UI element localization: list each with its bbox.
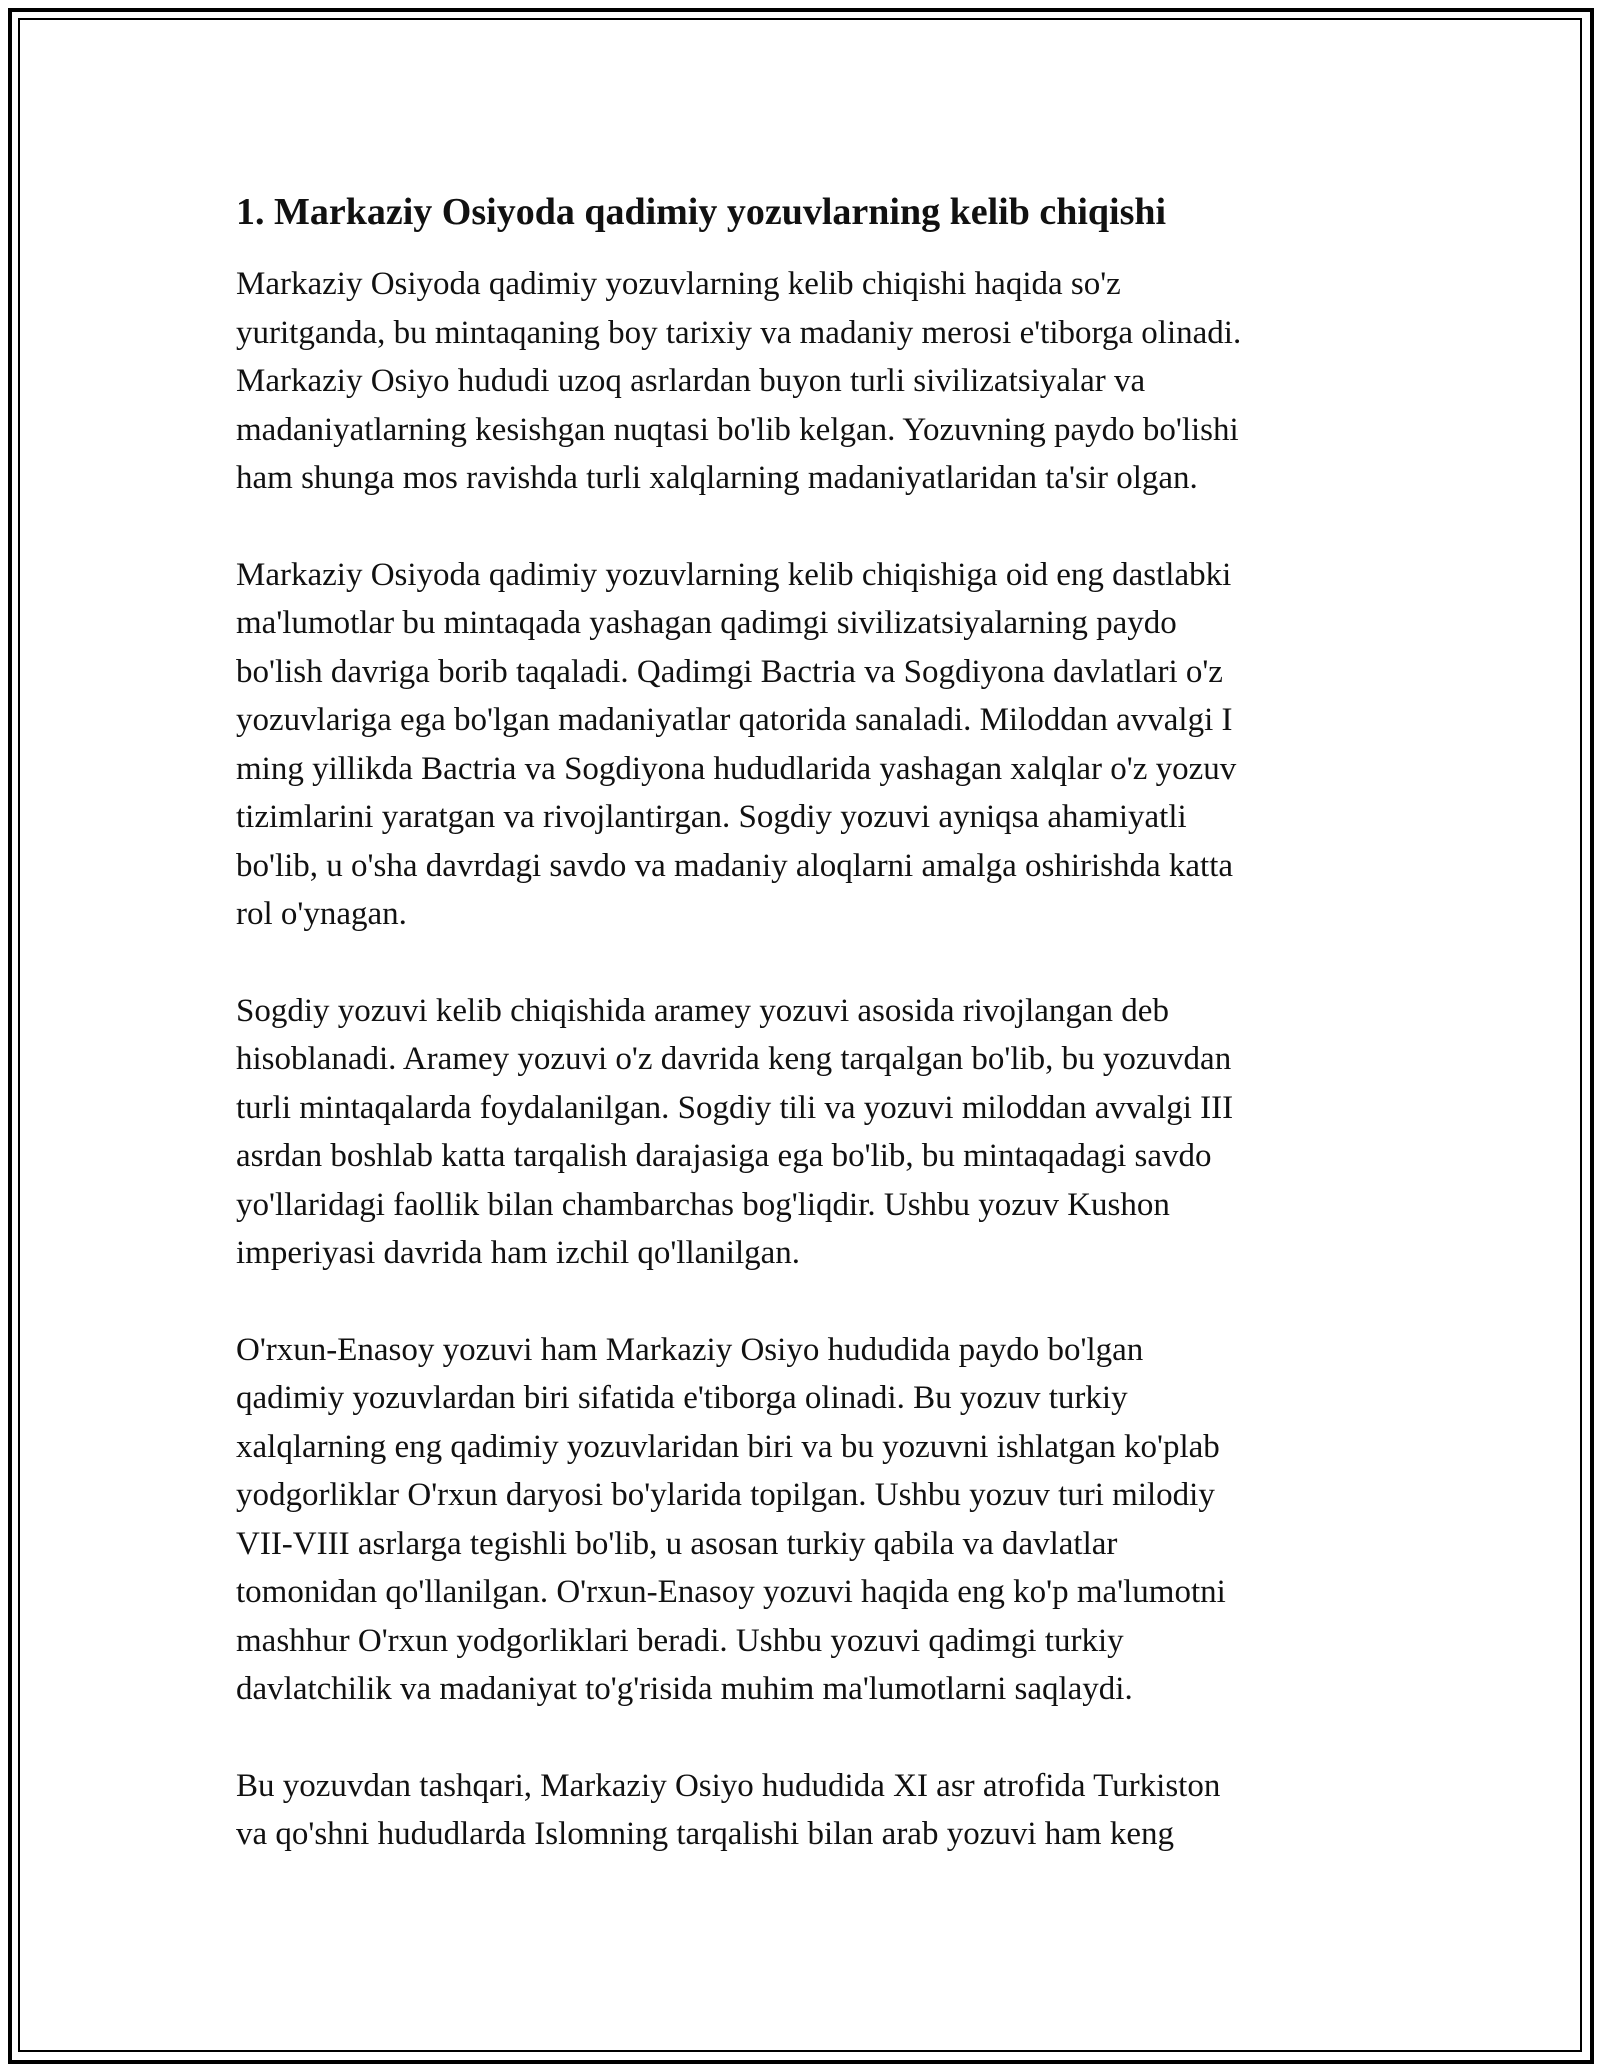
paragraph-line: Markaziy Osiyoda qadimiy yozuvlarning kelib chiqishi haqida so'z: [236, 266, 1121, 302]
paragraph-line: ma'lumotlar bu mintaqada yashagan qadimgi sivilizatsiyalarning paydo: [236, 605, 1177, 641]
paragraph-line: bo'lib, u o'sha davrdagi savdo va madaniy aloqlarni amalga oshirishda katta: [236, 847, 1234, 884]
paragraph-line: Markaziy Osiyoda qadimiy yozuvlarning kelib chiqishiga oid eng dastlabki: [236, 556, 1232, 593]
paragraph-line: tizimlarini yaratgan va rivojlantirgan. Sogdiy yozuvi ayniqsa ahamiyatli: [236, 799, 1187, 835]
paragraph-line: Sogdiy yozuvi kelib chiqishida aramey yozuvi asosida rivojlangan deb: [236, 992, 1169, 1029]
document-body: [236, 188, 1356, 1907]
paragraph-line: va qo'shni hududlarda Islomning tarqalishi bilan arab yozuvi ham keng: [236, 1816, 1174, 1852]
paragraph-5: [236, 1762, 1356, 1859]
paragraph-line: tomonidan qo'llanilgan. O'rxun-Enasoy yozuvi haqida eng ko'p ma'lumotni: [236, 1574, 1226, 1610]
paragraph-line: madaniyatlarning kesishgan nuqtasi bo'lib kelgan. Yozuvning paydo bo'lishi: [236, 411, 1239, 448]
paragraph-line: VII-VIII asrlarga tegishli bo'lib, u asosan turkiy qabila va davlatlar: [236, 1525, 1118, 1562]
paragraph-line: yuritganda, bu mintaqaning boy tarixiy va madaniy merosi e'tiborga olinadi.: [236, 314, 1242, 351]
paragraph-line: qadimiy yozuvlardan biri sifatida e'tiborga olinadi. Bu yozuv turkiy: [236, 1380, 1128, 1416]
paragraph-2: [236, 551, 1356, 939]
paragraph-line: imperiyasi davrida ham izchil qo'llanilgan.: [236, 1235, 801, 1271]
paragraph-line: rol o'ynagan.: [236, 896, 407, 932]
paragraph-3: [236, 987, 1356, 1278]
paragraph-line: hisoblanadi. Aramey yozuvi o'z davrida keng tarqalgan bo'lib, bu yozuvdan: [236, 1041, 1232, 1077]
paragraph-4: [236, 1326, 1356, 1714]
paragraph-line: davlatchilik va madaniyat to'g'risida muhim ma'lumotlarni saqlaydi.: [236, 1671, 1133, 1707]
paragraph-line: Bu yozuvdan tashqari, Markaziy Osiyo hududida XI asr atrofida Turkiston: [236, 1767, 1221, 1804]
document-title: 1. Markaziy Osiyoda qadimiy yozuvlarning kelib chiqishi: [236, 191, 1167, 233]
paragraph-line: yodgorliklar O'rxun daryosi bo'ylarida topilgan. Ushbu yozuv turi milodiy: [236, 1477, 1215, 1513]
paragraph-line: ham shunga mos ravishda turli xalqlarning madaniyatlaridan ta'sir olgan.: [236, 460, 1198, 496]
paragraph-line: yozuvlariga ega bo'lgan madaniyatlar qatorida sanaladi. Miloddan avvalgi I: [236, 702, 1233, 738]
paragraph-line: yo'llaridagi faollik bilan chambarchas bog'liqdir. Ushbu yozuv Kushon: [236, 1186, 1170, 1223]
paragraph-line: xalqlarning eng qadimiy yozuvlaridan biri va bu yozuvni ishlatgan ko'plab: [236, 1428, 1220, 1465]
paragraph-line: mashhur O'rxun yodgorliklari beradi. Ushbu yozuvi qadimgi turkiy: [236, 1622, 1124, 1659]
paragraph-line: ming yillikda Bactria va Sogdiyona hududlarida yashagan xalqlar o'z yozuv: [236, 750, 1237, 787]
paragraph-line: Markaziy Osiyo hududi uzoq asrlardan buyon turli sivilizatsiyalar va: [236, 363, 1146, 399]
paragraph-line: turli mintaqalarda foydalanilgan. Sogdiy tili va yozuvi miloddan avvalgi III: [236, 1089, 1234, 1126]
paragraph-1: [236, 260, 1356, 503]
paragraph-line: O'rxun-Enasoy yozuvi ham Markaziy Osiyo hududida paydo bo'lgan: [236, 1331, 1144, 1368]
paragraph-line: asrdan boshlab katta tarqalish darajasiga ega bo'lib, bu mintaqadagi savdo: [236, 1138, 1212, 1174]
paragraph-line: bo'lish davriga borib taqaladi. Qadimgi Bactria va Sogdiyona davlatlari o'z: [236, 653, 1223, 690]
